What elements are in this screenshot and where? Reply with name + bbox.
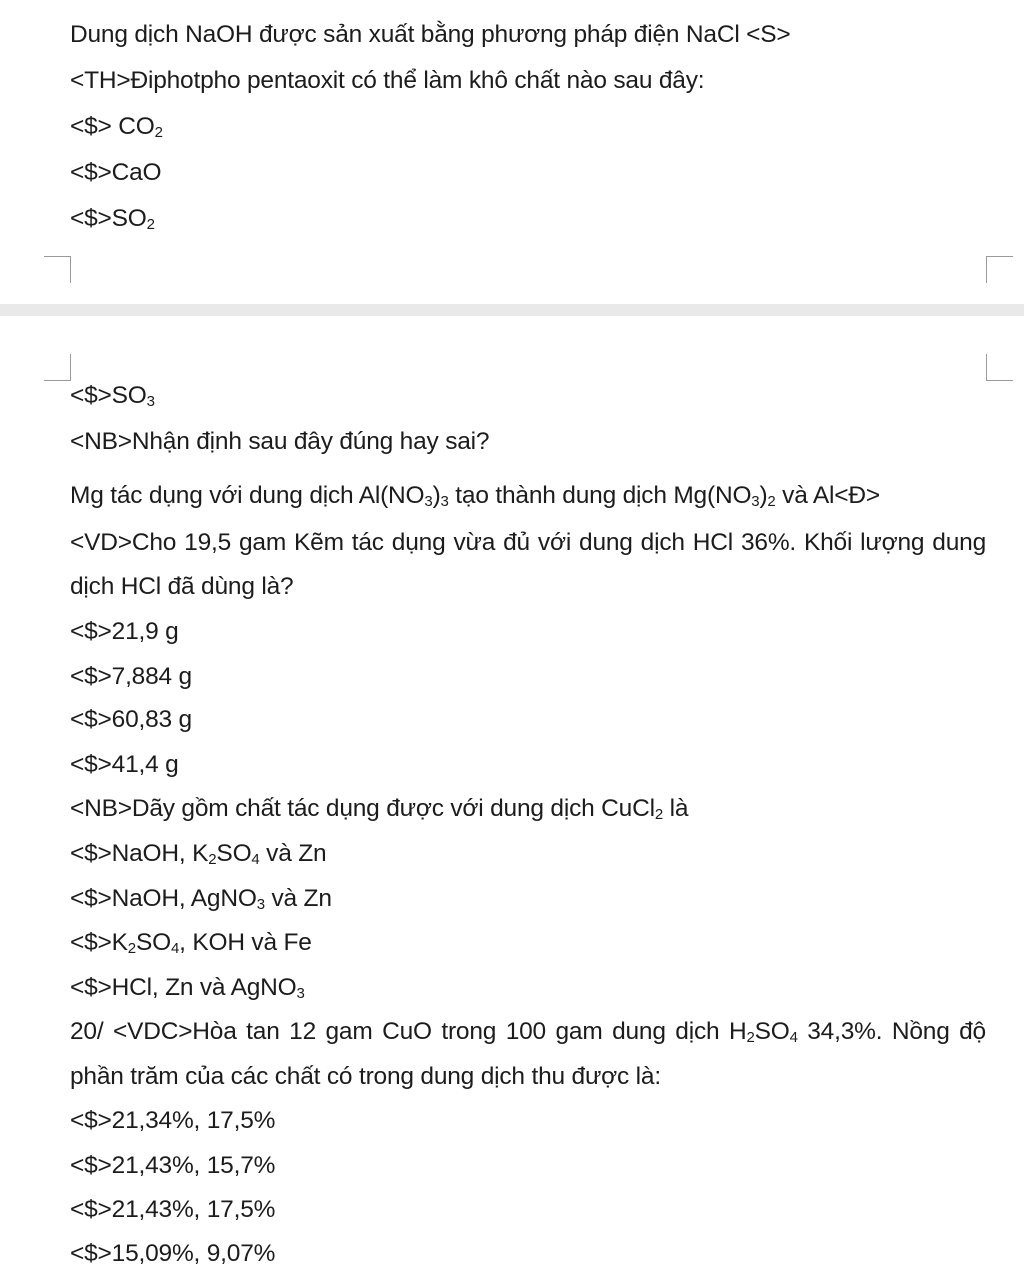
answer-option: <$>21,43%, 15,7% xyxy=(70,1152,276,1179)
statement-line: Mg tác dụng với dung dịch $Al(NO_3)_3$ tạo thành dung dịch $Mg(NO_3)_2$ và Al<Đ> xyxy=(70,482,881,510)
text-line: dịch HCl đã dùng là? xyxy=(70,573,294,600)
text-line: Dung dịch NaOH được sản xuất bằng phương pháp điện NaCl <S> xyxy=(70,21,791,48)
answer-option: <$>21,34%, 17,5% xyxy=(70,1107,276,1134)
answer-option: <$>15,09%, 9,07% xyxy=(70,1240,276,1267)
answer-option: $<\$>SO_3$ xyxy=(70,382,155,410)
answer-option: <$>21,9 g xyxy=(70,618,179,645)
answer-option: <$>7,884 g xyxy=(70,663,192,690)
answer-option: <$>21,43%, 17,5% xyxy=(70,1196,276,1223)
question-heading: <TH>Điphotpho pentaoxit có thể làm khô chất nào sau đây: xyxy=(70,67,705,94)
question-heading: <VD>Cho 19,5 gam Kẽm tác dụng vừa đủ với dung dịch HCl 36%. Khối lượng dung xyxy=(70,529,986,556)
answer-option: <$> $CO_2$ xyxy=(70,113,163,141)
answer-option: <$>NaOH, AgNO$_3$ và Zn xyxy=(70,885,332,913)
question-heading: 20/ <VDC>Hòa tan 12 gam CuO trong 100 gam dung dịch $H_2SO_4$ 34,3%. Nồng độ xyxy=(70,1018,986,1046)
page-margin-corner-mark xyxy=(986,354,1013,381)
answer-option: <$>NaOH, $K_2SO_4$ và Zn xyxy=(70,840,327,868)
answer-option: <$>60,83 g xyxy=(70,706,192,733)
page-separator xyxy=(0,304,1024,316)
text-line: phần trăm của các chất có trong dung dịch thu được là: xyxy=(70,1063,661,1090)
page-margin-corner-mark xyxy=(986,256,1013,283)
page-margin-corner-mark xyxy=(44,256,71,283)
question-heading: <NB>Dãy gồm chất tác dụng được với dung dịch CuCl$_2$ là xyxy=(70,795,689,823)
answer-option: <$>HCl, Zn và AgNO$_3$ xyxy=(70,974,305,1002)
page-margin-corner-mark xyxy=(44,354,71,381)
answer-option: <$>41,4 g xyxy=(70,751,179,778)
question-heading: <NB>Nhận định sau đây đúng hay sai? xyxy=(70,428,490,455)
answer-option: $<\$>SO_2$ xyxy=(70,205,155,233)
answer-option: $<\$>K_2SO_4$, KOH và Fe xyxy=(70,929,312,957)
answer-option: <$>CaO xyxy=(70,159,162,186)
